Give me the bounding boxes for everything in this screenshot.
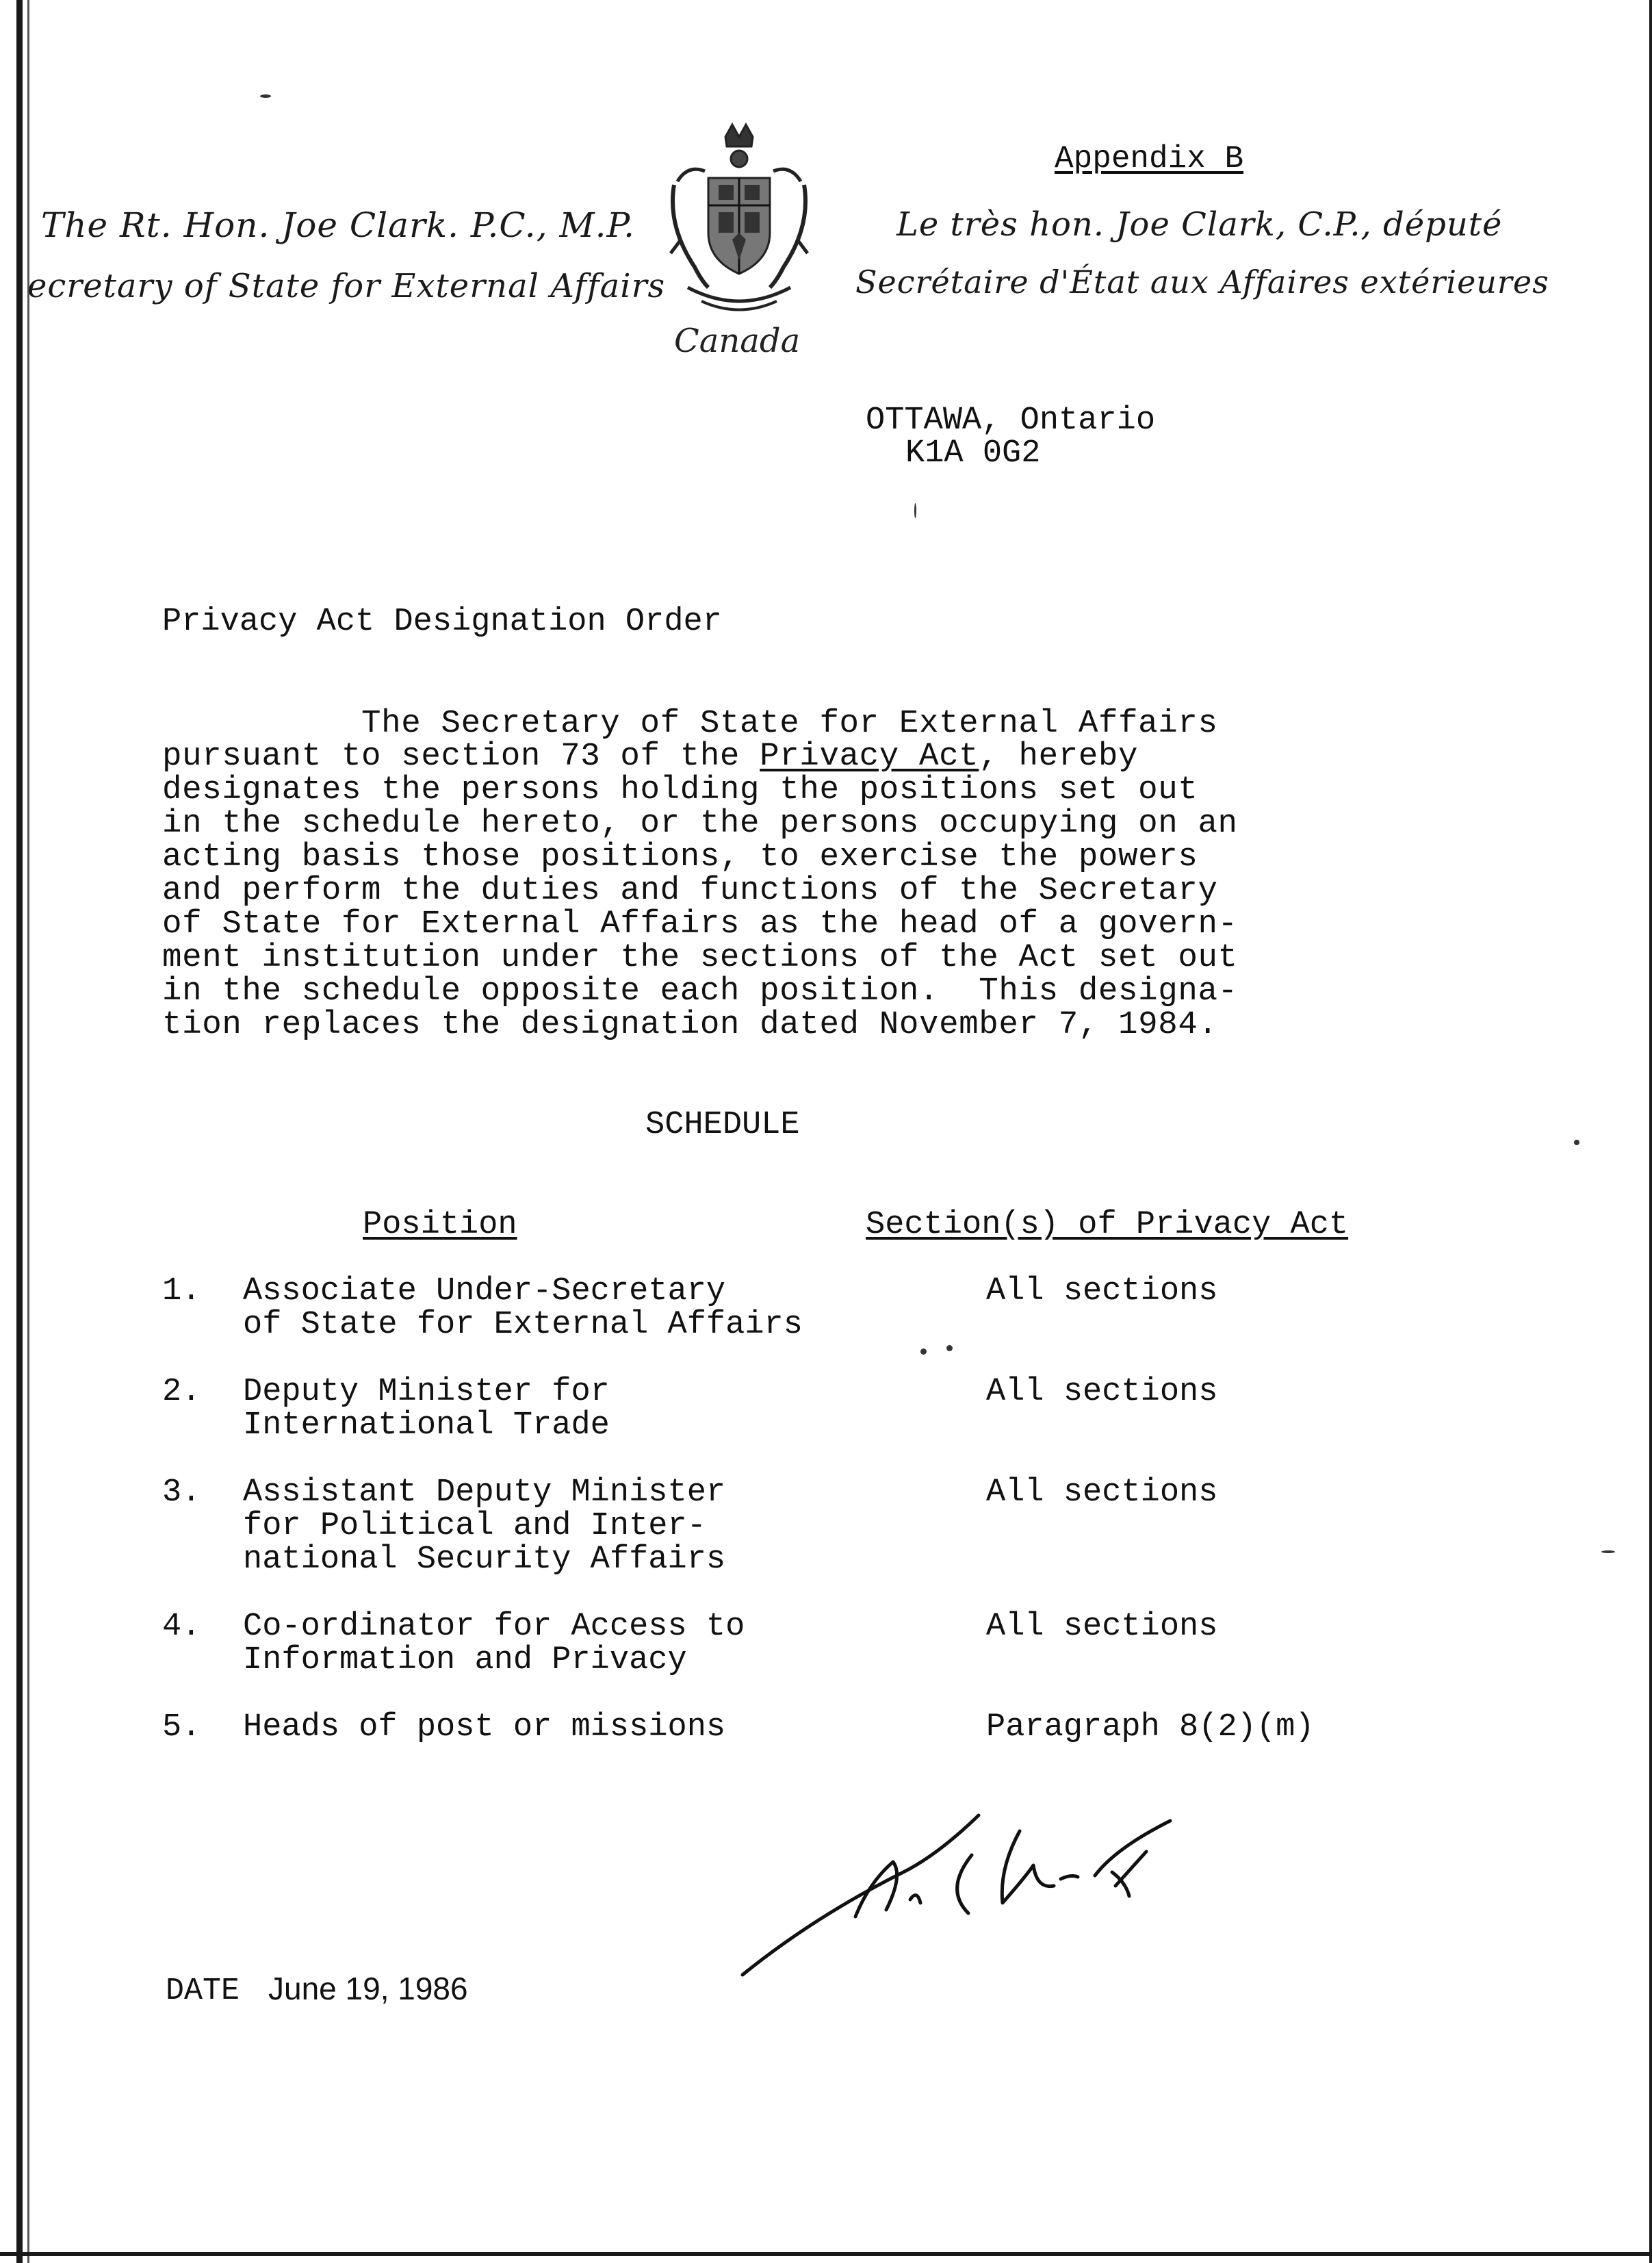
scan-speck <box>1574 1140 1579 1145</box>
row-4-number: 4. <box>162 1609 201 1645</box>
scan-speck <box>260 94 271 98</box>
schedule-heading: SCHEDULE <box>645 1107 800 1143</box>
letterhead-title-french: Secrétaire d'État aux Affaires extérieures <box>855 264 1549 301</box>
scan-speck <box>1601 1550 1615 1553</box>
column-header-position: Position <box>363 1207 517 1243</box>
row-4-sections: All sections <box>986 1609 1218 1645</box>
row-4-position-line-1: Co-ordinator for Access to <box>243 1609 745 1645</box>
row-1-sections: All sections <box>986 1273 1218 1309</box>
row-5-position-line-1: Heads of post or missions <box>243 1709 726 1746</box>
body-line-9: in the schedule opposite each position. This designa- <box>162 973 1238 1010</box>
body-line-7: of State for External Affairs as the head of a govern- <box>162 906 1238 943</box>
date-label: DATE <box>166 1973 240 2008</box>
body-line-3: designates the persons holding the positions set out <box>162 771 1198 808</box>
row-1-position-line-1: Associate Under-Secretary <box>243 1273 726 1309</box>
body-line-2-start: pursuant to section 73 of the <box>162 738 760 775</box>
address-postal: K1A 0G2 <box>905 435 1041 472</box>
signature-graphic <box>732 1807 1198 1985</box>
date-value: June 19, 1986 <box>268 1971 468 2006</box>
address-city: OTTAWA, Ontario <box>866 402 1156 439</box>
crest-label: Canada <box>674 322 801 360</box>
body-line-1: The Secretary of State for External Affairs <box>162 705 1218 742</box>
row-3-sections: All sections <box>986 1474 1218 1511</box>
row-5-number: 5. <box>162 1709 201 1746</box>
body-line-8: ment institution under the sections of the Act set out <box>162 939 1238 976</box>
row-3-position-line-1: Assistant Deputy Minister <box>243 1474 726 1511</box>
privacy-act-reference: Privacy Act <box>760 738 979 775</box>
letterhead-title-english: ecretary of State for External Affairs <box>27 267 666 305</box>
row-2-number: 2. <box>162 1374 201 1410</box>
bottom-edge-line <box>0 2252 1652 2256</box>
row-3-number: 3. <box>162 1474 201 1511</box>
row-2-position-line-1: Deputy Minister for <box>243 1374 610 1410</box>
coat-of-arms-icon <box>660 116 818 322</box>
scan-speck <box>920 1348 927 1355</box>
row-1-number: 1. <box>162 1273 201 1309</box>
appendix-label: Appendix B <box>1055 141 1244 177</box>
row-2-position-line-2: International Trade <box>243 1407 610 1444</box>
right-edge-line <box>1649 0 1652 2263</box>
row-4-position-line-2: Information and Privacy <box>243 1642 687 1678</box>
scan-speck <box>914 503 916 518</box>
letterhead-name-english: The Rt. Hon. Joe Clark. P.C., M.P. <box>41 205 635 245</box>
row-2-sections: All sections <box>986 1374 1218 1410</box>
document-title: Privacy Act Designation Order <box>162 604 722 640</box>
row-1-position-line-2: of State for External Affairs <box>243 1307 803 1343</box>
row-5-sections: Paragraph 8(2)(m) <box>986 1709 1315 1746</box>
body-line-5: acting basis those positions, to exercise the powers <box>162 839 1198 875</box>
left-edge-line <box>27 0 29 2263</box>
left-edge-shadow <box>16 0 23 2263</box>
body-line-10: tion replaces the designation dated November 7, 1984. <box>162 1006 1218 1043</box>
body-line-4: in the schedule hereto, or the persons occupying on an <box>162 805 1238 842</box>
letterhead-name-french: Le très hon. Joe Clark, C.P., député <box>896 205 1503 244</box>
body-line-6: and perform the duties and functions of the Secretary <box>162 872 1218 909</box>
scan-speck <box>946 1345 953 1351</box>
row-3-position-line-3: national Security Affairs <box>243 1542 726 1578</box>
body-line-2 <box>162 738 1138 775</box>
body-line-2-end: , hereby <box>979 738 1139 775</box>
column-header-sections: Section(s) of Privacy Act <box>866 1207 1349 1243</box>
row-3-position-line-2: for Political and Inter- <box>243 1508 706 1544</box>
